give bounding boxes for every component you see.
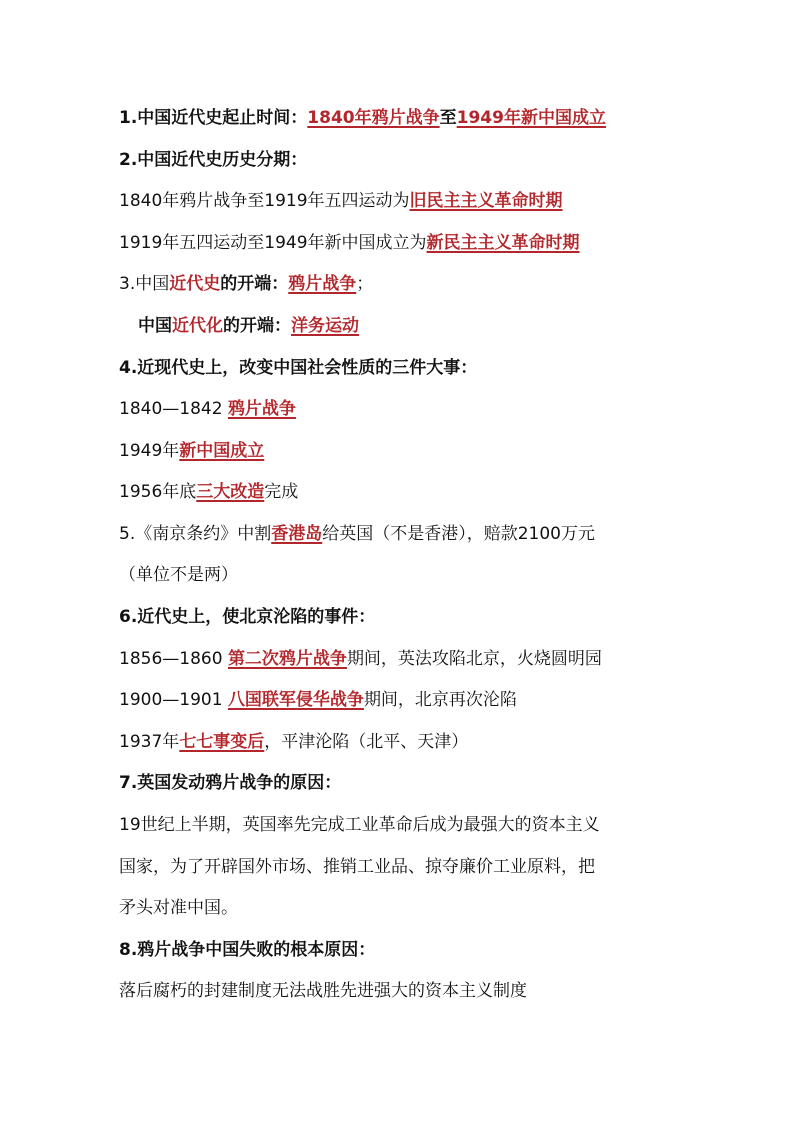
highlight-1949: 1949年新中国成立 [456, 108, 606, 128]
paragraph-line-4: 1919年五四运动至1949年新中国成立为新民主主义革命时期 [119, 233, 580, 253]
highlight-westernization: 洋务运动 [291, 316, 359, 336]
heading-2: 2.中国近代史历史分期： [119, 150, 308, 170]
heading-3-sub: 中国近代化的开端：洋务运动 [138, 316, 359, 336]
paragraph-line-9: 1949年新中国成立 [119, 441, 265, 461]
paragraph-line-19: 国家，为了开辟国外市场、推销工业品、掠夺廉价工业原料，把 [119, 857, 595, 877]
paragraph-line-14: 1856—1860 第二次鸦片战争期间，英法攻陷北京，火烧圆明园 [119, 649, 602, 669]
paragraph-line-18: 19世纪上半期，英国率先完成工业革命后成为最强大的资本主义 [119, 815, 600, 835]
paragraph-line-16: 1937年七七事变后，平津沦陷（北平、天津） [119, 732, 469, 752]
highlight-1840: 1840年鸦片战争 [307, 108, 440, 128]
paragraph-line-8: 1840—1842 鸦片战争 [119, 399, 296, 419]
heading-8: 8.鸦片战争中国失败的根本原因： [119, 940, 376, 960]
heading-1: 1.中国近代史起止时间：1840年鸦片战争至1949年新中国成立 [119, 108, 606, 128]
highlight-old-democratic: 旧民主主义革命时期 [409, 191, 563, 211]
highlight-opium-war: 鸦片战争 [288, 274, 357, 294]
heading-6: 6.近代史上，使北京沦陷的事件： [119, 607, 376, 627]
heading-5: 5.《南京条约》中割香港岛给英国（不是香港），赔款2100万元 [119, 524, 595, 544]
paragraph-line-10: 1956年底三大改造完成 [119, 482, 299, 502]
heading-7: 7.英国发动鸦片战争的原因： [119, 773, 342, 793]
paragraph-line-3: 1840年鸦片战争至1919年五四运动为旧民主主义革命时期 [119, 191, 563, 211]
heading-3: 3.中国近代史的开端：鸦片战争； [119, 274, 374, 294]
heading-4: 4.近现代史上，改变中国社会性质的三件大事： [119, 358, 478, 378]
paragraph-line-22: 落后腐朽的封建制度无法战胜先进强大的资本主义制度 [119, 981, 527, 1001]
paragraph-line-12: （单位不是两） [119, 565, 238, 585]
paragraph-line-15: 1900—1901 八国联军侵华战争期间，北京再次沦陷 [119, 690, 517, 710]
paragraph-line-20: 矛头对准中国。 [119, 898, 238, 918]
highlight-new-democratic: 新民主主义革命时期 [426, 233, 580, 253]
